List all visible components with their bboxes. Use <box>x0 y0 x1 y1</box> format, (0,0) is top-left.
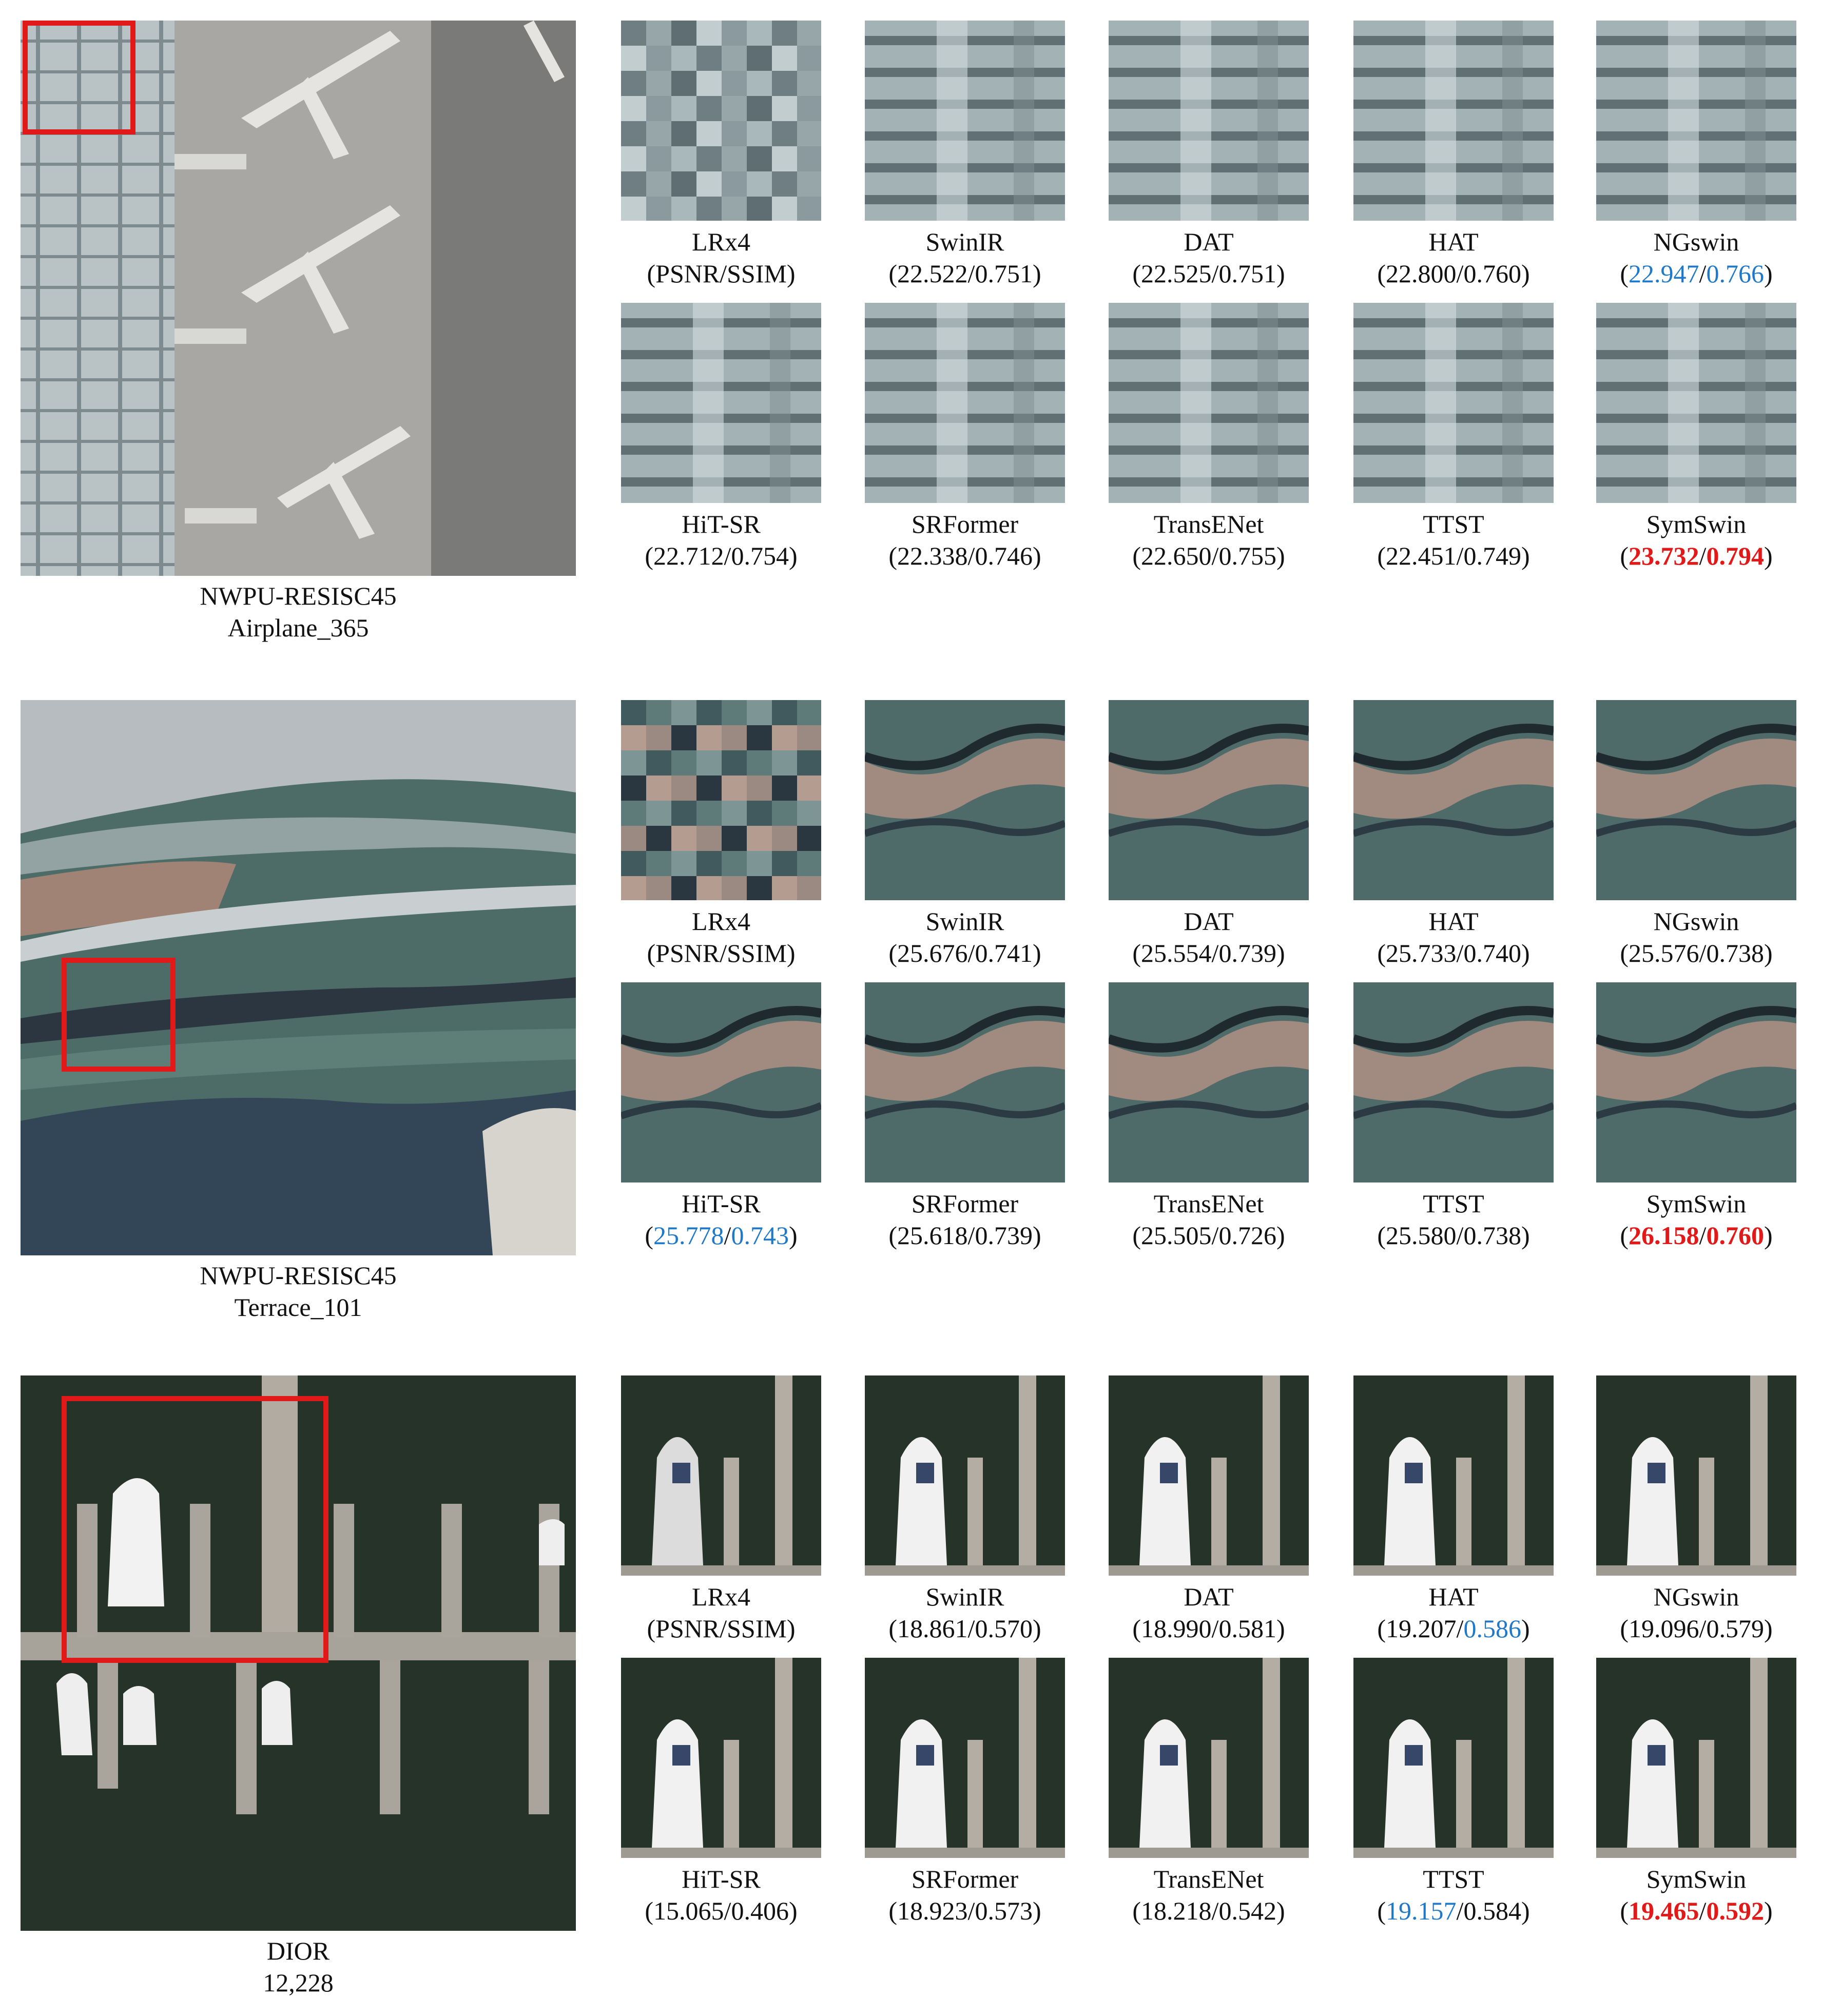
crop-dat <box>1109 21 1309 221</box>
dataset-name: NWPU-RESISC45 <box>200 1261 397 1290</box>
crop-hit-sr <box>621 303 821 503</box>
metric-values: (PSNR/SSIM) <box>647 1614 796 1643</box>
overview-caption-terrace <box>21 1259 576 1323</box>
crop-ttst <box>1353 982 1554 1183</box>
metric-values: (25.778/0.743) <box>645 1221 798 1250</box>
image-id: 12,228 <box>263 1968 334 1997</box>
metric-values: (18.990/0.581) <box>1132 1614 1285 1643</box>
crop-swinir <box>865 700 1065 900</box>
method-name: SwinIR <box>925 907 1004 936</box>
metric-values: (25.733/0.740) <box>1377 939 1530 967</box>
method-caption <box>844 1188 1086 1251</box>
method-caption <box>1333 508 1574 572</box>
method-name: TTST <box>1423 510 1484 538</box>
crop-swinir <box>865 21 1065 221</box>
metric-values: (22.712/0.754) <box>645 541 798 570</box>
metric-values: (19.096/0.579) <box>1620 1614 1773 1643</box>
metric-values: (26.158/0.760) <box>1620 1221 1773 1250</box>
metric-values: (25.676/0.741) <box>888 939 1041 967</box>
method-name: HiT-SR <box>682 510 761 538</box>
roi-box <box>62 958 176 1072</box>
method-name: HiT-SR <box>682 1865 761 1893</box>
metric-values: (PSNR/SSIM) <box>647 259 796 288</box>
method-caption <box>844 1863 1086 1927</box>
method-name: NGswin <box>1653 227 1739 256</box>
method-name: DAT <box>1184 907 1234 936</box>
crop-srformer <box>865 303 1065 503</box>
method-caption <box>600 905 842 969</box>
crop-srformer <box>865 982 1065 1183</box>
metric-values: (PSNR/SSIM) <box>647 939 796 967</box>
method-caption <box>1088 508 1329 572</box>
method-name: TransENet <box>1153 1189 1264 1218</box>
metric-values: (25.576/0.738) <box>1620 939 1773 967</box>
method-caption <box>1088 905 1329 969</box>
overview-caption-dior <box>21 1935 576 1999</box>
method-name: TTST <box>1423 1865 1484 1893</box>
method-caption <box>600 1863 842 1927</box>
overview-image-airplane <box>21 21 576 576</box>
method-caption <box>1088 1863 1329 1927</box>
method-name: DAT <box>1184 227 1234 256</box>
metric-values: (15.065/0.406) <box>645 1896 798 1925</box>
method-caption <box>1088 1581 1329 1644</box>
crop-hat <box>1353 21 1554 221</box>
metric-values: (22.800/0.760) <box>1377 259 1530 288</box>
crop-hat <box>1353 700 1554 900</box>
method-name: TransENet <box>1153 1865 1264 1893</box>
crop-symswin <box>1596 303 1796 503</box>
method-caption <box>600 226 842 289</box>
method-caption <box>600 1188 842 1251</box>
crop-dat <box>1109 1375 1309 1576</box>
crop-transenet <box>1109 303 1309 503</box>
crop-transenet <box>1109 982 1309 1183</box>
metric-values: (22.650/0.755) <box>1132 541 1285 570</box>
method-name: HAT <box>1428 1582 1479 1611</box>
method-name: NGswin <box>1653 907 1739 936</box>
metric-values: (22.522/0.751) <box>888 259 1041 288</box>
dataset-name: DIOR <box>266 1936 330 1965</box>
method-name: LRx4 <box>692 227 750 256</box>
method-name: TransENet <box>1153 510 1264 538</box>
method-caption <box>1576 1581 1817 1644</box>
method-caption <box>844 905 1086 969</box>
method-caption <box>1333 1581 1574 1644</box>
crop-swinir <box>865 1375 1065 1576</box>
image-id: Terrace_101 <box>234 1293 362 1322</box>
method-caption <box>1333 905 1574 969</box>
metric-values: (18.218/0.542) <box>1132 1896 1285 1925</box>
method-name: SymSwin <box>1646 1189 1747 1218</box>
crop-hat <box>1353 1375 1554 1576</box>
metric-values: (22.947/0.766) <box>1620 259 1773 288</box>
method-caption <box>1576 905 1817 969</box>
crop-ttst <box>1353 1658 1554 1858</box>
method-name: SRFormer <box>911 1189 1019 1218</box>
method-caption <box>1088 226 1329 289</box>
crop-ngswin <box>1596 700 1796 900</box>
crop-ngswin <box>1596 21 1796 221</box>
method-caption <box>1576 508 1817 572</box>
overview-caption-airplane <box>21 580 576 644</box>
crop-hit-sr <box>621 982 821 1183</box>
method-name: TTST <box>1423 1189 1484 1218</box>
method-name: SymSwin <box>1646 510 1747 538</box>
crop-ngswin <box>1596 1375 1796 1576</box>
method-caption <box>1333 226 1574 289</box>
method-name: HiT-SR <box>682 1189 761 1218</box>
method-name: LRx4 <box>692 907 750 936</box>
method-name: SRFormer <box>911 1865 1019 1893</box>
method-name: SRFormer <box>911 510 1019 538</box>
metric-values: (22.338/0.746) <box>888 541 1041 570</box>
method-caption <box>600 508 842 572</box>
method-name: HAT <box>1428 227 1479 256</box>
overview-image-terrace <box>21 700 576 1255</box>
method-caption <box>1333 1863 1574 1927</box>
method-caption <box>1576 226 1817 289</box>
metric-values: (18.861/0.570) <box>888 1614 1041 1643</box>
crop-dat <box>1109 700 1309 900</box>
metric-values: (19.465/0.592) <box>1620 1896 1773 1925</box>
metric-values: (22.525/0.751) <box>1132 259 1285 288</box>
image-id: Airplane_365 <box>227 613 369 642</box>
metric-values: (25.505/0.726) <box>1132 1221 1285 1250</box>
crop-transenet <box>1109 1658 1309 1858</box>
crop-symswin <box>1596 1658 1796 1858</box>
overview-image-dior <box>21 1375 576 1931</box>
metric-values: (25.580/0.738) <box>1377 1221 1530 1250</box>
method-caption <box>1576 1863 1817 1927</box>
crop-lrx4 <box>621 700 821 900</box>
crop-srformer <box>865 1658 1065 1858</box>
metric-values: (22.451/0.749) <box>1377 541 1530 570</box>
crop-ttst <box>1353 303 1554 503</box>
method-name: SwinIR <box>925 227 1004 256</box>
method-caption <box>844 508 1086 572</box>
method-name: NGswin <box>1653 1582 1739 1611</box>
crop-hit-sr <box>621 1658 821 1858</box>
method-caption <box>600 1581 842 1644</box>
metric-values: (19.207/0.586) <box>1377 1614 1530 1643</box>
method-name: DAT <box>1184 1582 1234 1611</box>
method-name: HAT <box>1428 907 1479 936</box>
dataset-name: NWPU-RESISC45 <box>200 581 397 610</box>
crop-lrx4 <box>621 1375 821 1576</box>
method-caption <box>1576 1188 1817 1251</box>
metric-values: (18.923/0.573) <box>888 1896 1041 1925</box>
metric-values: (25.554/0.739) <box>1132 939 1285 967</box>
method-name: SymSwin <box>1646 1865 1747 1893</box>
metric-values: (25.618/0.739) <box>888 1221 1041 1250</box>
metric-values: (23.732/0.794) <box>1620 541 1773 570</box>
crop-symswin <box>1596 982 1796 1183</box>
method-name: SwinIR <box>925 1582 1004 1611</box>
crop-lrx4 <box>621 21 821 221</box>
method-caption <box>844 226 1086 289</box>
method-caption <box>1088 1188 1329 1251</box>
method-caption <box>1333 1188 1574 1251</box>
roi-box <box>62 1396 328 1663</box>
method-name: LRx4 <box>692 1582 750 1611</box>
metric-values: (19.157/0.584) <box>1377 1896 1530 1925</box>
method-caption <box>844 1581 1086 1644</box>
roi-box <box>23 21 135 134</box>
